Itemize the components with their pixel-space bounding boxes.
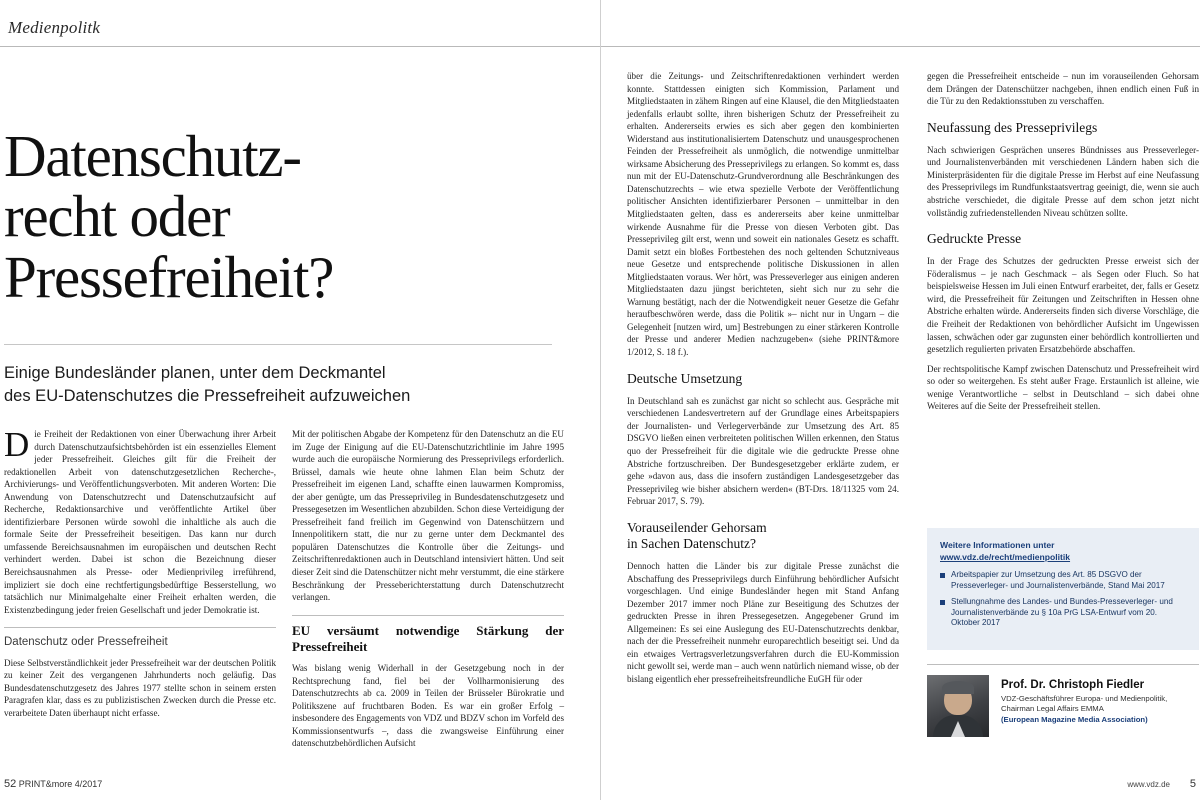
paragraph: In Deutschland sah es zunächst gar nicht so schlecht aus. Gespräche mit verschiedenen Landesvertretern auf der Grundlage eines Arbeitspapiers der Journalisten- und Verlegerverbände zur Umsetzung des Art. 85 DSGVO ließen einen verbreiteten politischen Willen erkennen, den Status quo der Pressefreiheit für die digitale wie die gedruckte Presse ohne Abstriche fortzuschreiben. Der Bundesgesetzgeber erklärte zudem, er gehe »davon aus, dass die insofern zuständigen Landesgesetzgeber das Presseprivileg wie bisher absichern werden« (BT-Drs. 18/11325 vom 24. Februar 2017, S. 79).	[627, 395, 899, 507]
standfirst	[4, 362, 564, 409]
paragraph: In der Frage des Schutzes der gedruckten Presse erweist sich der Föderalismus – je nach Geschmack – als Segen oder Fluch. So hat beispielsweise Hessen im Juli einen Entwurf erarbeitet, der, falls er Gesetz wird, die Pressefreiheit für Zeitungen und Zeitschriften in Hessen ohne Abstriche erhalten würde. Andererseits finden sich diverse Vorschläge, die die Freiheit der Redaktionen von behördlicher Aufsicht im Ungewissen lassen, schwächen oder gar zugunsten einer behördlich kontrollierten und gesetzlich regulierten privaten Ersatzbehörde abschaffen.	[927, 256, 1199, 355]
headline-line-3: Pressefreiheit?	[4, 244, 334, 311]
folio-right-page-number: 5	[1189, 778, 1196, 790]
list-item[interactable]: Stellungnahme des Landes- und Bundes-Presseverleger- und Journalistenverbände zu § 10a PrG LSA-Entwurf vom 20. Oktober 2017	[940, 597, 1186, 629]
paragraph: Dennoch hatten die Länder bis zur digitale Presse zunächst die Abschaffung des Presseprivilegs durch Einführung behördlicher Aufsicht vorgeschlagen. Und einige Bundesländer hegen mit Stand Anfang Dezember 2017 immer noch Pläne zur Beseitigung des Schutzes der gedruckten Presse in ihren Pressegesetzen. Angegebener Grund im Allgemeinen: Es sei eine Auslegung des EU-Datenschutzrechts denkbar, nach der die Pressefreiheit nunmehr europarechtlich beseitigt sei. Und da ein etwaiges Vertragsverletzungsverfahren durch die EU-Kommission nicht gewollt sei, werde man – auch wenn natürlich niemand wisse, ob der bislang eigentlich eher pressefreiheitsfreundliche EuGH für oder	[627, 561, 899, 684]
headline-rule	[4, 344, 552, 345]
section-rule	[4, 627, 276, 628]
author-role-line-1: VDZ-Geschäftsführer Europa- und Medienpolitik,	[1001, 694, 1168, 703]
folio-left-page-number: 52	[4, 778, 17, 790]
rubric-label: Medienpolitk	[8, 18, 101, 37]
infobox-title: Weitere Informationen unter	[940, 540, 1055, 550]
header-rule	[0, 46, 600, 47]
right-column-2	[927, 70, 1199, 420]
lead-paragraph-text: ie Freiheit der Redaktionen von einer Überwachung ihrer Arbeit durch Datenschutzaufsichtsbehörden ist ein essenzielles Element jeder Pressefreiheit. Gleiches gilt für die Freiheit der redaktionellen Arbeit von datenschutzgesetzlichen Recherche-, Archivierungs- und Veröffentlichungsverboten. Mit anderen Worten: Die Anwendung von Datenschutzrecht und Datenschutzaufsicht auf Recherche, Redaktionsarchive und veröffentlichte Artikel über identifizierbare Personen würde sowohl die inhaltliche als auch die formale Seite der Pressefreiheit beseitigen. Das kann nur durch umfassende Bereichsausnahmen im europäischen und deutschen Recht verhindert werden. Dabei ist schon die Bezeichnung dieser Bereichsausnahmen als Presse- oder Medienprivileg irreführend, impliziert sie doch eine rechtfertigungsbedürftige Besserstellung, wo tatsächlich nur Minimalgehalte einer Freiheit erhalten werden, die Existenzbedingung jeder freien Gesellschaft und jeder Demokratie ist.	[4, 429, 276, 615]
author-role	[1001, 694, 1167, 725]
subhead-line-2: in Sachen Datenschutz?	[627, 535, 756, 551]
author-role-line-2: Chairman Legal Affairs EMMA	[1001, 704, 1104, 714]
right-column-1	[627, 70, 899, 693]
folio-left-issue: PRINT&more 4/2017	[18, 779, 103, 789]
left-column-1	[4, 425, 276, 726]
author-association: (European Magazine Media Association)	[1001, 714, 1148, 724]
subhead-datenschutz-oder-pressefreiheit: Datenschutz oder Pressefreiheit	[4, 636, 168, 649]
paragraph: Was bislang wenig Widerhall in der Gesetzgebung noch in der Rechtsprechung fand, fiel bei der Vollharmonisierung des Datenschutzrechts ab ca. 2009 in Teilen der Brüsseler Bürokratie und Politikszene auf fruchtbaren Boden. Es war ein großer Erfolg – insbesondere des Engagements von VDZ und BDZV schon im Vorfeld des Kommissionsentwurfs –, dass die zwangsweise Einführung einer datenschutzbehördlichen Aufsicht	[292, 663, 564, 749]
folio-right	[1190, 778, 1196, 790]
further-information-box	[927, 528, 1199, 650]
folio-right-url: www.vdz.de	[1127, 780, 1170, 789]
standfirst-line-1: Einige Bundesländer planen, unter dem Deckmantel	[4, 364, 386, 382]
avatar-hair	[942, 681, 974, 694]
lead-paragraph	[4, 425, 276, 616]
subhead-eu-versaeumt-staerkung: EU versäumt notwendige Stärkung der Pressefreiheit	[292, 622, 564, 654]
standfirst-line-2: des EU-Datenschutzes die Pressefreiheit aufzuweichen	[4, 387, 411, 406]
left-column-2	[292, 428, 564, 757]
headline-line-1: Datenschutz-	[4, 122, 301, 189]
folio-left	[4, 778, 102, 790]
author-box	[927, 664, 1199, 750]
subhead-deutsche-umsetzung: Deutsche Umsetzung	[627, 370, 743, 386]
subhead-line-1: Vorauseilender Gehorsam	[627, 519, 767, 535]
section-rule	[292, 615, 564, 616]
paragraph: gegen die Pressefreiheit entscheide – nun im vorauseilenden Gehorsam dem Drängen der Datenschützer nachgeben, ihnen endlich einen Fuß in die Tür zu den Redaktionsstuben zu verschaffen.	[927, 71, 1199, 107]
subhead-vorauseilender-gehorsam	[627, 520, 899, 552]
author-name: Prof. Dr. Christoph Fiedler	[1001, 679, 1145, 691]
paragraph: Mit der politischen Abgabe der Kompetenz für den Datenschutz an die EU im Zuge der Einigung auf die EU-Datenschutzrichtlinie im Jahre 1995 wurde auch die europäische Normierung des Presseprivilegs erforderlich. Brüssel, damals wie heute ohne lahmen Elan beim Schutz der Pressefreiheit im eigenen Land, schaffte einen lauwarmen Kompromiss, der aber genügte, um das Presseprivileg in Bundesdatenschutzgesetz und Pressegesetzen im Wesentlichen abzubilden. Schon diese Verteidigung der Pressefreiheit fand freilich im Gegenwind von Datenschützern und Innenpolitikern statt, die nur zu gerne unter dem Deckmantel des populären Datenschutzes die Kontrolle über die Zeitungs- und Zeitschriftenredaktionen auch in Deutschland intensiviert hätten. Und seit dieser Zeit sind die Datenschützer nicht mehr verstummt, die eine stärkere Beschränkung der Presseberichterstattung durch Datenschutzrecht verlangen.	[292, 429, 564, 603]
subhead-neufassung-presseprivilegs: Neufassung des Presseprivilegs	[927, 119, 1098, 135]
list-item[interactable]: Arbeitspapier zur Umsetzung des Art. 85 DSGVO der Presseverleger- und Journalistenverbände, Stand Mai 2017	[940, 570, 1186, 591]
headline-line-2: recht oder	[4, 183, 230, 250]
paragraph: Der rechtspolitische Kampf zwischen Datenschutz und Pressefreiheit wird so oder so weitergehen. Es steht außer Frage. Erstaunlich ist alleine, wie wenige Verantwortliche – selbst in Deutschland – sich dabei ohne Weiteres auf die Seite der Pressefreiheit stellen.	[927, 363, 1199, 412]
infobox-list	[940, 570, 1186, 629]
paragraph: Nach schwierigen Gesprächen unseres Bündnisses aus Presseverleger- und Journalistenverbänden mit verschiedenen Ländern haben sich die Ministerpräsidenten für die digitale Presse im Herbst auf eine Neufassung des Presseprivilegs im Rundfunkstaatsvertrag geeinigt, die, wenn sie auch abstriche verschiedet, die digitale Presse auf dem schon jetzt nicht vollständig zufriedenstellenden Niveau schützen sollte.	[927, 144, 1199, 218]
infobox-url-link[interactable]: www.vdz.de/recht/medienpolitik	[940, 552, 1071, 562]
header-rule-right	[601, 46, 1200, 47]
author-details	[1001, 675, 1167, 750]
right-page	[601, 0, 1200, 800]
subhead-gedruckte-presse: Gedruckte Presse	[927, 231, 1022, 247]
paragraph: Diese Selbstverständlichkeit jeder Pressefreiheit war der deutschen Politik zu keiner Zeit des vergangenen Jahrhunderts noch geläufig. Das Bundesdatenschutzgesetz des Jahres 1977 stellte schon in seinem ersten Paragrafen klar, dass es zu publizistischen Zwecken durch die Presse etc. verarbeitete Daten überhaupt nicht erfasse.	[4, 657, 276, 718]
page-title	[4, 122, 594, 311]
drop-cap: D	[4, 425, 30, 464]
paragraph: über die Zeitungs- und Zeitschriftenredaktionen verhindert werden konnte. Stattdessen einigten sich Kommission, Parlament und Mitgliedstaaten in zähem Ringen auf eine Klausel, die den Mitgliedstaaten jedenfalls erlaubt sollte, ihren bisherigen Schutz der Pressefreiheit zu erhalten. Andererseits erwies es sich aber gegen den kombinierten Widerstand aus institutionalisiertem Datenschutz und unausgesprochenen Feinden der Pressefreiheit als unmöglich, die notwendige unmittelbar wirksame Absicherung des Presseprivilegs zu erlangen. So kommt es, dass nun mit der EU-Datenschutz-Grundverordnung alle Beschränkungen des Datenschutzrechts – wie etwa spezielle Verbote der Veröffentlichung politischer Ansichten identifizierbarer Personen – unmittelbar in den Mitgliedstaaten gelten, dass es andererseits aber keine unmittelbar wirkende Ausnahme für die Presse von diesen Verboten gibt. Das Presseprivileg gilt erst, wenn und soweit ein nationales Gesetz es schafft. Damit setzt ein bloßes Fortbestehen des noch geltenden Schutzniveaus neue Gesetze und entsprechende politische Diskussionen in allen Mitgliedstaaten voraus. Wer hört, was Presseverleger aus einigen anderen Mitgliedstaaten dazu jüngst berichteten, sieht sich nur zu sehr die Warnung bestätigt, nach der die Notwendigkeit neuer Gesetze die Gefahr heraufbeschwören werde, dass die Politik »– nicht nur in Ungarn – die Gelegenheit [nutzen wird, um] Bestrebungen zu einer stärkeren Kontrolle der Presse und anderer Medien nachzugeben« (siehe PRINT&more 1/2012, S. 18 f.).	[627, 71, 900, 358]
avatar	[927, 675, 989, 737]
